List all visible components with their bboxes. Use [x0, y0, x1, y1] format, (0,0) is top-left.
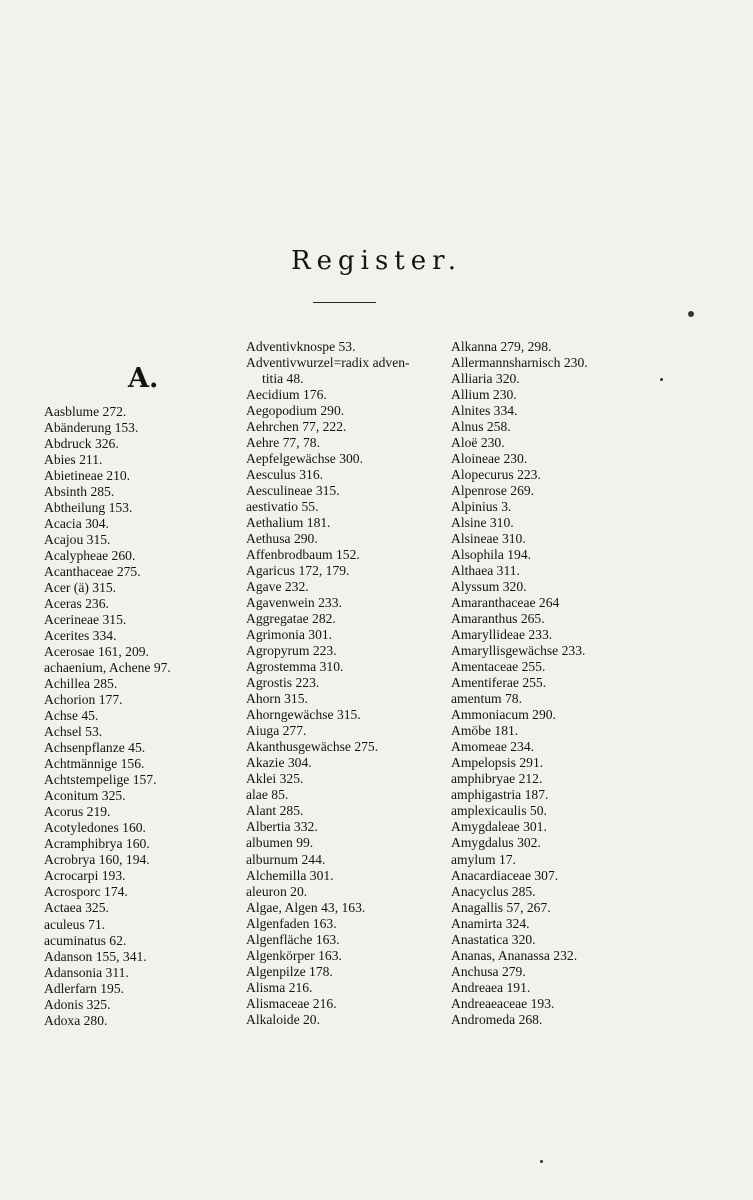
index-entry: Andreaea 191. [451, 979, 531, 995]
index-entry: Adlerfarn 195. [44, 980, 125, 996]
index-entry: Aceras 236. [44, 596, 109, 612]
index-entry: alburnum 244. [246, 851, 326, 867]
index-entry: Achorion 177. [44, 692, 123, 708]
index-entry: Anagallis 57, 267. [451, 899, 551, 915]
index-entry: amphibryae 212. [451, 771, 543, 787]
index-entry: Andromeda 268. [451, 1011, 543, 1027]
index-entry: Adanson 155, 341. [44, 948, 147, 964]
index-entry: Aesculus 316. [246, 467, 324, 483]
index-entry: Achillea 285. [44, 676, 118, 692]
index-entry: titia 48. [262, 371, 304, 387]
index-entry: Acrocarpi 193. [44, 868, 126, 884]
index-entry: Algae, Algen 43, 163. [246, 899, 366, 915]
index-entry: Alpinius 3. [451, 499, 512, 515]
index-entry: Aethalium 181. [246, 515, 331, 531]
index-entry: Acorus 219. [44, 804, 111, 820]
index-entry: Amentaceae 255. [451, 659, 546, 675]
index-entry: Acanthaceae 275. [44, 564, 141, 580]
index-entry: Achtmännige 156. [44, 756, 145, 772]
index-entry: alae 85. [246, 787, 289, 803]
index-entry: Abies 211. [44, 452, 103, 468]
index-entry: Adonis 325. [44, 996, 111, 1012]
index-entry: Abänderung 153. [44, 420, 139, 436]
index-entry: Aethusa 290. [246, 531, 318, 547]
index-entry: Aasblume 272. [44, 404, 127, 419]
index-entry: acuminatus 62. [44, 932, 127, 948]
index-column-1 [44, 404, 224, 1029]
index-entry: Ammoniacum 290. [451, 707, 556, 723]
index-entry: Abtheilung 153. [44, 500, 133, 516]
index-entry: Aepfelgewächse 300. [246, 451, 364, 467]
index-entry: Aloineae 230. [451, 451, 528, 467]
index-entry: Abdruck 326. [44, 436, 119, 452]
index-entry: Alkaloide 20. [246, 1011, 320, 1027]
index-entry: Akazie 304. [246, 755, 312, 771]
index-entry: Anastatica 320. [451, 931, 536, 947]
index-entry: Aklei 325. [246, 771, 304, 787]
page-title: Register. [291, 246, 462, 276]
index-entry: Alnus 258. [451, 419, 511, 435]
index-entry: Amaranthaceae 264 [451, 595, 560, 611]
index-entry: amplexicaulis 50. [451, 803, 547, 819]
index-entry: Acrobrya 160, 194. [44, 852, 150, 868]
index-entry: Amentiferae 255. [451, 675, 547, 691]
index-entry: Aiuga 277. [246, 723, 307, 739]
index-entry: Andreaeaceae 193. [451, 995, 555, 1011]
index-entry: Actaea 325. [44, 900, 109, 916]
index-entry: Acramphibrya 160. [44, 836, 150, 852]
index-entry: Alsineae 310. [451, 531, 526, 547]
section-letter: A. [128, 363, 159, 394]
index-entry: Aehre 77, 78. [246, 435, 320, 451]
index-entry: aculeus 71. [44, 916, 106, 932]
index-entry: Agropyrum 223. [246, 643, 337, 659]
index-entry: Algenpilze 178. [246, 963, 333, 979]
index-entry: Anacardiaceae 307. [451, 867, 559, 883]
index-entry: Aesculineae 315. [246, 483, 340, 499]
index-entry: Adansonia 311. [44, 964, 129, 980]
index-entry: Amomeae 234. [451, 739, 535, 755]
index-entry: Acerites 334. [44, 628, 117, 644]
index-entry: Ananas, Ananassa 232. [451, 947, 578, 963]
index-entry: Alismaceae 216. [246, 995, 337, 1011]
index-entry: Alsine 310. [451, 515, 514, 531]
index-entry: Amygdalus 302. [451, 835, 541, 851]
index-entry: Allium 230. [451, 387, 517, 403]
index-entry: Achsenpflanze 45. [44, 740, 146, 756]
index-entry: aleuron 20. [246, 883, 308, 899]
index-entry: Alant 285. [246, 803, 304, 819]
index-entry: Acerosae 161, 209. [44, 644, 149, 660]
index-entry: Alopecurus 223. [451, 467, 541, 483]
index-entry: Anamirta 324. [451, 915, 530, 931]
index-entry: Aconitum 325. [44, 788, 126, 804]
scan-speck [660, 378, 663, 381]
index-entry: Absinth 285. [44, 484, 115, 500]
index-entry: Adventivknospe 53. [246, 339, 356, 354]
index-entry: Aehrchen 77, 222. [246, 419, 347, 435]
index-column-3 [451, 339, 751, 1028]
index-entry: Agrostemma 310. [246, 659, 344, 675]
index-entry: Aloë 230. [451, 435, 505, 451]
index-entry: Amaryllisgewächse 233. [451, 643, 586, 659]
index-entry: Agaricus 172, 179. [246, 563, 350, 579]
index-entry: Acer (ä) 315. [44, 580, 117, 596]
index-entry: aestivatio 55. [246, 499, 319, 515]
index-entry: Amaranthus 265. [451, 611, 545, 627]
index-entry: Achsel 53. [44, 724, 103, 740]
scan-speck [688, 311, 694, 317]
index-entry: Acotyledones 160. [44, 820, 146, 836]
index-entry: Alyssum 320. [451, 579, 527, 595]
index-entry: Allermannsharnisch 230. [451, 355, 588, 371]
index-entry: Acalypheae 260. [44, 548, 136, 564]
index-entry: Algenkörper 163. [246, 947, 342, 963]
index-entry: Ahorn 315. [246, 691, 308, 707]
index-entry: Ahorngewächse 315. [246, 707, 361, 723]
index-entry: Achtstempelige 157. [44, 772, 157, 788]
index-entry: Aegopodium 290. [246, 403, 345, 419]
index-entry: Agave 232. [246, 579, 309, 595]
index-entry: achaenium, Achene 97. [44, 660, 171, 676]
index-entry: Albertia 332. [246, 819, 318, 835]
index-entry: Acajou 315. [44, 532, 111, 548]
index-entry: amentum 78. [451, 691, 522, 707]
index-entry: Aggregatae 282. [246, 611, 336, 627]
scan-speck [540, 1160, 543, 1163]
index-entry: Alisma 216. [246, 979, 313, 995]
index-entry: Alnites 334. [451, 403, 518, 419]
index-entry: Alpenrose 269. [451, 483, 535, 499]
index-entry: Akanthusgewächse 275. [246, 739, 379, 755]
index-entry: Adoxa 280. [44, 1012, 108, 1028]
index-entry: amylum 17. [451, 851, 516, 867]
index-entry: Alkanna 279, 298. [451, 339, 552, 354]
index-entry: Aecidium 176. [246, 387, 327, 403]
title-divider [313, 302, 376, 303]
index-entry: Alliaria 320. [451, 371, 520, 387]
index-entry: Anacyclus 285. [451, 883, 536, 899]
index-entry: Althaea 311. [451, 563, 520, 579]
index-entry: Alsophila 194. [451, 547, 532, 563]
index-entry: Alchemilla 301. [246, 867, 334, 883]
index-entry: Affenbrodbaum 152. [246, 547, 360, 563]
index-entry: albumen 99. [246, 835, 314, 851]
index-column-2 [246, 339, 446, 1028]
index-entry: Anchusa 279. [451, 963, 526, 979]
index-entry: Amöbe 181. [451, 723, 519, 739]
index-entry: Amaryllideae 233. [451, 627, 553, 643]
index-entry: Acrosporc 174. [44, 884, 128, 900]
index-entry: Adventivwurzel=radix adven- [246, 355, 410, 371]
index-entry: Achse 45. [44, 708, 99, 724]
index-entry: Abietineae 210. [44, 468, 131, 484]
index-entry: Agrostis 223. [246, 675, 320, 691]
index-entry: Agavenwein 233. [246, 595, 342, 611]
index-entry: amphigastria 187. [451, 787, 549, 803]
index-entry: Agrimonia 301. [246, 627, 333, 643]
index-entry: Acacia 304. [44, 516, 109, 532]
index-entry: Amygdaleae 301. [451, 819, 547, 835]
index-entry: Algenfaden 163. [246, 915, 337, 931]
index-entry: Acerineae 315. [44, 612, 127, 628]
index-entry: Algenfläche 163. [246, 931, 340, 947]
index-entry: Ampelopsis 291. [451, 755, 544, 771]
